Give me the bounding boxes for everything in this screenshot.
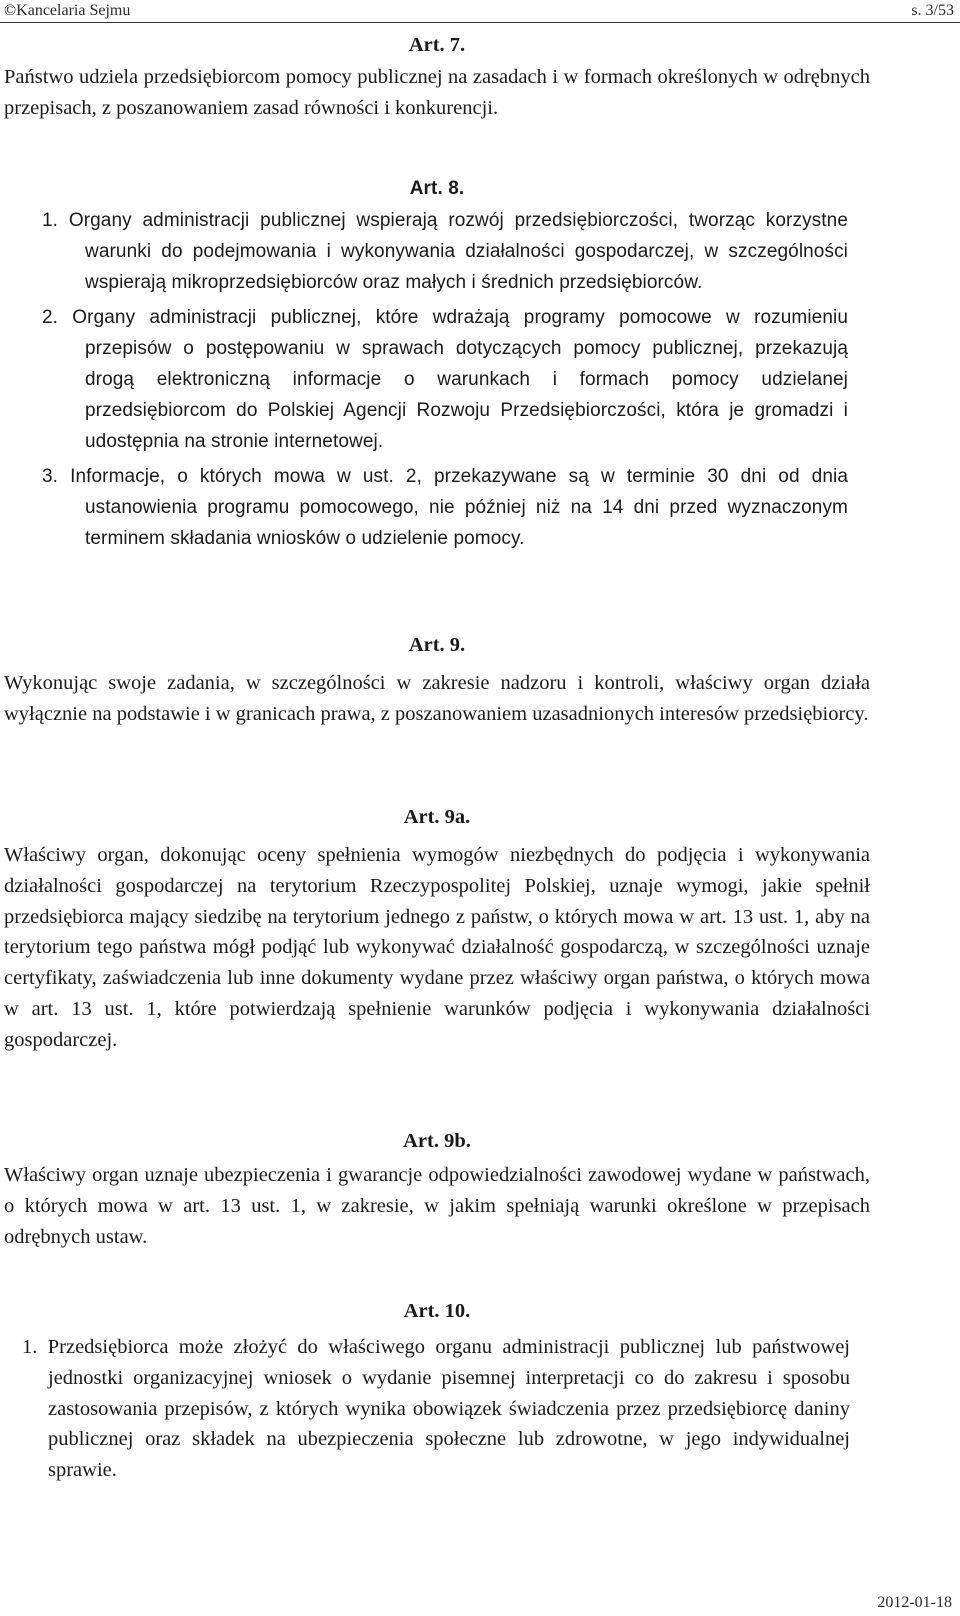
footer-date: 2012-01-18: [877, 1594, 952, 1611]
article-8-paragraph-3: 3. Informacje, o których mowa w ust. 2, przekazywane są w terminie 30 dni od dnia ustanowienia programu pomocowego, nie później niż na 14 dni przed wyznaczonym terminem składania wniosków o udzielenie pomocy.: [42, 466, 848, 549]
article-9-paragraph: Wykonując swoje zadania, w szczególności w zakresie nadzoru i kontroli, właściwy organ działa wyłącznie na podstawie i w granicach prawa, z poszanowaniem uzasadnionych interesów przedsiębiorcy.: [4, 672, 870, 725]
article-8-paragraph-2: 2. Organy administracji publicznej, które wdrażają programy pomocowe w rozumieniu przepisów o postępowaniu w sprawach dotyczących pomocy publicznej, przekazują drogą elektroniczną informacje o warunkach i formach pomocy udzielanej przedsiębiorcom do Polskiej Agencji Rozwoju Przedsiębiorczości, która je gromadzi i udostępnia na stronie internetowej.: [42, 307, 848, 452]
article-10-title: Art. 10.: [403, 1300, 471, 1322]
article-8-title: Art. 8.: [409, 178, 465, 199]
article-9-title: Art. 9.: [408, 634, 466, 656]
header-divider: [0, 22, 960, 23]
article-8-body: [42, 206, 848, 555]
article-9a-title: Art. 9a.: [403, 806, 471, 828]
article-9b-paragraph: Właściwy organ uznaje ubezpieczenia i gwarancje odpowiedzialności zawodowej wydane w państwach, o których mowa w art. 13 ust. 1, w zakresie, w jakim spełniają warunki określone w przepisach odrębnych ustaw.: [4, 1164, 870, 1248]
article-9a-body: [4, 840, 870, 1056]
article-8-paragraph-1: 1. Organy administracji publicznej wspierają rozwój przedsiębiorczości, tworząc korzystne warunki do podejmowania i wykonywania działalności gospodarczej, w szczególności wspierają mikroprzedsiębiorców oraz małych i średnich przedsiębiorców.: [42, 210, 848, 293]
article-9b-title: Art. 9b.: [403, 1130, 471, 1152]
article-9b-body: [4, 1160, 870, 1252]
article-9-body: [4, 668, 870, 730]
article-10-paragraph-1: 1. Przedsiębiorca może złożyć do właściwego organu administracji publicznej lub państwowej jednostki organizacyjnej wniosek o wydanie pisemnej interpretacji co do zakresu i sposobu zastosowania przepisów, z których wynika obowiązek świadczenia przez przedsiębiorcę daniny publicznej oraz składek na ubezpieczenia społeczne lub zdrowotne, w jego indywidualnej sprawie.: [22, 1336, 850, 1482]
article-7-body: [4, 62, 870, 124]
article-7-paragraph: Państwo udziela przedsiębiorcom pomocy publicznej na zasadach i w formach określonych w odrębnych przepisach, z poszanowaniem zasad równości i konkurencji.: [4, 66, 870, 119]
header-page-number: s. 3/53: [911, 2, 954, 19]
header-source: ©Kancelaria Sejmu: [4, 2, 131, 19]
article-7-title: Art. 7.: [408, 34, 466, 56]
article-9a-paragraph: Właściwy organ, dokonując oceny spełnienia wymogów niezbędnych do podjęcia i wykonywania działalności gospodarczej na terytorium Rzeczypospolitej Polskiej, uznaje wymogi, jakie spełnił przedsiębiorca mający siedzibę na terytorium jednego z państw, o których mowa w art. 13 ust. 1, aby na terytorium tego państwa mógł podjąć lub wykonywać działalność gospodarczą, w szczególności uznaje certyfikaty, zaświadczenia lub inne dokumenty wydane przez właściwy organ państwa, o których mowa w art. 13 ust. 1, które potwierdzają spełnienie warunków podjęcia i wykonywania działalności gospodarczej.: [4, 844, 870, 1051]
article-10-body: [0, 1332, 850, 1486]
